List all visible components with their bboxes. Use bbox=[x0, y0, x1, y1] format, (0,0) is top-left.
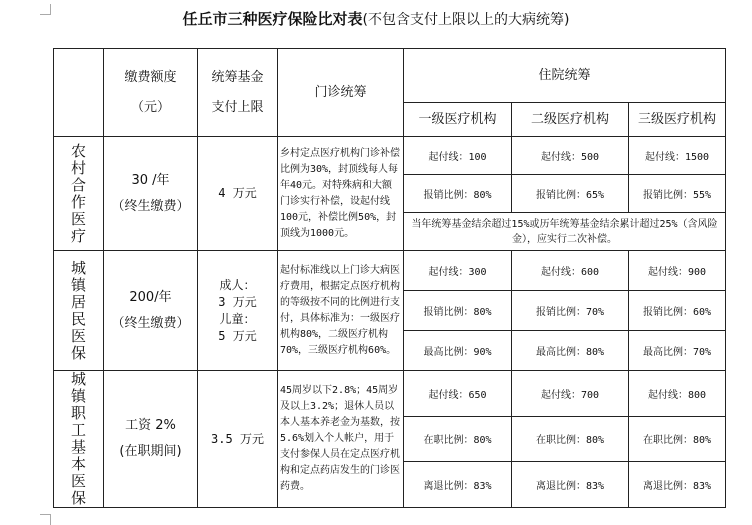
employee-l1-retired: 离退比例：83% bbox=[404, 462, 512, 508]
fund-employee bbox=[198, 371, 278, 508]
row-type-employee-text: 城镇职工基本医保 bbox=[70, 370, 86, 507]
employee-l1-line: 起付线：650 bbox=[404, 371, 512, 417]
title-sub: (不包含支付上限以上的大病统筹) bbox=[362, 12, 570, 28]
outpatient-rural: 乡村定点医疗机构门诊补偿比例为30%，封顶线每人每年40元。对特殊病和大额门诊实行补偿，设起付线100元，补偿比例50%，封顶线为1000元。 bbox=[278, 137, 404, 251]
resident-l2-line: 起付线：600 bbox=[512, 251, 629, 291]
employee-l3-line: 起付线：800 bbox=[629, 371, 726, 417]
header-fee-line1: 缴费额度 bbox=[124, 69, 177, 85]
header-level3: 三级医疗机构 bbox=[629, 103, 726, 137]
employee-l2-ratio: 在职比例：80% bbox=[512, 416, 629, 462]
fund-resident-child-amount: 5 万元 bbox=[218, 328, 257, 343]
comparison-table bbox=[53, 48, 726, 508]
fund-resident-child-label: 儿童： bbox=[219, 311, 256, 326]
rural-l2-line: 起付线：500 bbox=[512, 137, 629, 175]
fee-employee-amount: 工资 2% bbox=[125, 418, 176, 433]
rural-l1-line: 起付线：100 bbox=[404, 137, 512, 175]
header-level2: 二级医疗机构 bbox=[512, 103, 629, 137]
employee-l2-retired: 离退比例：83% bbox=[512, 462, 629, 508]
page-corner-mark-bottom-left bbox=[40, 514, 51, 525]
rural-l2-ratio: 报销比例：65% bbox=[512, 175, 629, 213]
row-type-rural bbox=[54, 137, 104, 251]
page-title bbox=[0, 8, 752, 29]
row-type-employee bbox=[54, 371, 104, 508]
rural-l1-ratio: 报销比例：80% bbox=[404, 175, 512, 213]
header-level1: 一级医疗机构 bbox=[404, 103, 512, 137]
header-fee-line2: （元） bbox=[130, 99, 170, 115]
fee-employee-note: (在职期间) bbox=[119, 444, 182, 459]
header-fund bbox=[198, 49, 278, 137]
rural-second-compensation: 当年统筹基金结余超过15%或历年统筹基金结余累计超过25%（含风险金），应实行二次补偿。 bbox=[404, 213, 726, 251]
header-outpatient: 门诊统筹 bbox=[278, 49, 404, 137]
resident-l3-ratio: 报销比例：60% bbox=[629, 291, 726, 331]
row-type-resident-text: 城镇居民医保 bbox=[70, 258, 86, 362]
employee-l3-ratio: 在职比例：80% bbox=[629, 416, 726, 462]
outpatient-employee: 45周岁以下2.8%；45周岁及以上3.2%；退休人员以本人基本养老金为基数，按5.6%划入个人帐户，用于支付参保人员在定点医疗机构和定点药店发生的门诊医药费。 bbox=[278, 371, 404, 508]
fee-rural-note: （终生缴费） bbox=[111, 198, 190, 214]
row-type-rural-text: 农村合作医疗 bbox=[70, 141, 86, 245]
header-fee bbox=[104, 49, 198, 137]
header-fund-line2: 支付上限 bbox=[211, 99, 264, 115]
resident-l3-max: 最高比例：70% bbox=[629, 331, 726, 371]
rural-l3-line: 起付线：1500 bbox=[629, 137, 726, 175]
corner-cell bbox=[54, 49, 104, 137]
resident-l3-line: 起付线：900 bbox=[629, 251, 726, 291]
employee-l1-ratio: 在职比例：80% bbox=[404, 416, 512, 462]
fund-resident-adult-label: 成人： bbox=[219, 277, 256, 292]
fee-resident-note: （终生缴费） bbox=[111, 315, 190, 331]
row-type-resident bbox=[54, 251, 104, 371]
resident-l1-max: 最高比例：90% bbox=[404, 331, 512, 371]
rural-l3-ratio: 报销比例：55% bbox=[629, 175, 726, 213]
header-inpatient: 住院统筹 bbox=[404, 49, 726, 103]
fee-resident-amount: 200/年 bbox=[129, 289, 172, 305]
fee-rural-amount: 30 /年 bbox=[131, 172, 170, 188]
outpatient-resident: 起付标准线以上门诊大病医疗费用，根据定点医疗机构的等级按不同的比例进行支付，具体标准为：一级医疗机构80%，二级医疗机构70%，三级医疗机构60%。 bbox=[278, 251, 404, 371]
fund-resident bbox=[198, 251, 278, 371]
header-fund-line1: 统筹基金 bbox=[211, 69, 264, 85]
fund-employee-amount: 3.5 万元 bbox=[211, 431, 264, 446]
employee-l2-line: 起付线：700 bbox=[512, 371, 629, 417]
fee-employee bbox=[104, 371, 198, 508]
page-corner-mark-top-left bbox=[40, 4, 51, 15]
resident-l2-max: 最高比例：80% bbox=[512, 331, 629, 371]
title-main: 任丘市三种医疗保险比对表 bbox=[182, 10, 363, 28]
employee-l3-retired: 离退比例：83% bbox=[629, 462, 726, 508]
resident-l1-ratio: 报销比例：80% bbox=[404, 291, 512, 331]
fund-resident-adult-amount: 3 万元 bbox=[218, 294, 257, 309]
resident-l1-line: 起付线：300 bbox=[404, 251, 512, 291]
resident-l2-ratio: 报销比例：70% bbox=[512, 291, 629, 331]
fund-rural-amount: 4 万元 bbox=[218, 186, 257, 200]
fee-rural bbox=[104, 137, 198, 251]
fund-rural bbox=[198, 137, 278, 251]
fee-resident bbox=[104, 251, 198, 371]
